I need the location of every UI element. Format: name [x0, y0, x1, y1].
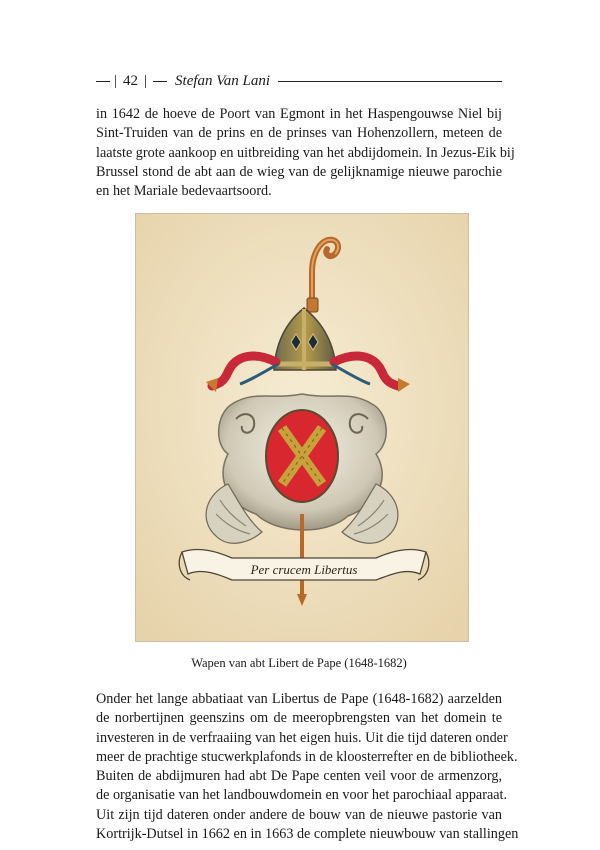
text-line: en het Mariale bedevaartsoord. — [96, 183, 272, 200]
text-line: Onder het lange abbatiaat van Libertus de Pape (1648-1682) aarzelden — [96, 691, 502, 707]
text-line: Buiten de abdijmuren had abt De Pape centen veil voor de armenzorg, — [96, 768, 502, 785]
text-line: Sint-Truiden van de prins en de prinses van Hohenzollern, meteen de — [96, 125, 502, 142]
text-line: investeren in de verfraaiing van het eigen huis. Uit die tijd dateren onder — [96, 729, 508, 746]
text-line: meer de prachtige stucwerkplafonds in de kloosterrefter en de bibliotheek. — [96, 748, 518, 765]
body-paragraph — [96, 690, 519, 844]
text-line: Uit zijn tijd dateren onder andere de bouw van de nieuwe pastorie van — [96, 806, 502, 823]
header-dash — [96, 81, 110, 82]
page-number: 42 — [123, 72, 139, 89]
figure-caption: Wapen van abt Libert de Pape (1648-1682) — [191, 656, 407, 670]
coat-of-arms-image — [135, 213, 469, 642]
text-line: de organisatie van het landbouwdomein en voor het parochiaal apparaat. — [96, 787, 508, 804]
header-bar: | — [144, 72, 148, 89]
header-author: Stefan Van Lani — [175, 72, 271, 89]
header-bar: | — [114, 72, 118, 89]
header-dash — [153, 81, 167, 82]
text-line: de norbertijnen geenszins om de meeropbrengsten van het domein te — [96, 710, 502, 727]
motto-text: Per crucem Libertus — [250, 562, 358, 577]
text-line: laatste grote aankoop en uitbreiding van het abdijdomein. In Jezus-Eik bij — [96, 144, 515, 161]
body-paragraph — [96, 105, 515, 201]
header-rule — [278, 81, 502, 82]
text-line: Brussel stond de abt aan de wieg van de gelijknamige nieuwe parochie — [96, 163, 502, 180]
text-line: in 1642 de hoeve de Poort van Egmont in het Haspengouwse Niel bij — [96, 106, 502, 122]
shield-icon — [266, 410, 338, 502]
running-header — [96, 70, 502, 92]
text-line: Kortrijk-Dutsel in 1662 en in 1663 de complete nieuwbouw van stallingen — [96, 826, 519, 843]
